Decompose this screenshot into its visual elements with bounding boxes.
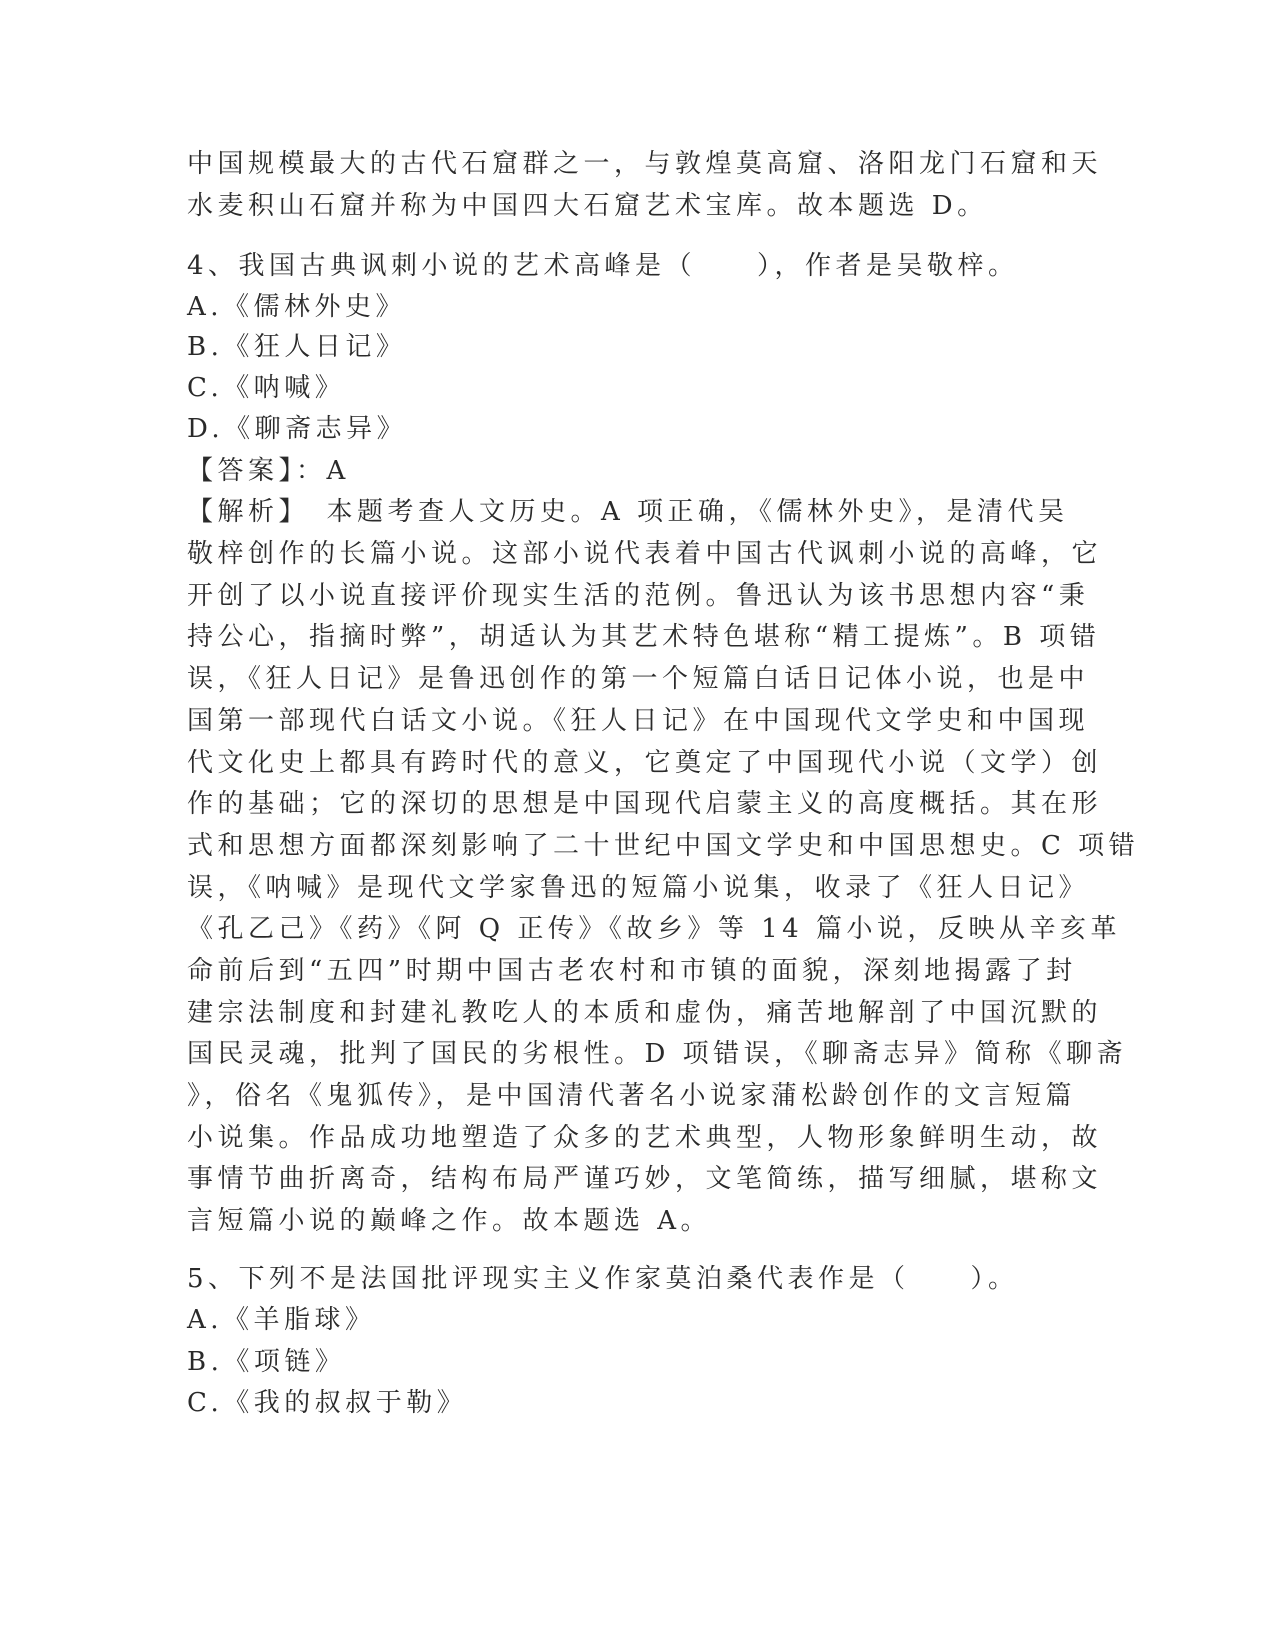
q4-option-c: C.《呐喊》 [187, 373, 346, 403]
q4-option-d: D.《聊斋志异》 [187, 414, 408, 444]
q4-option-a: A.《儒林外史》 [187, 292, 407, 322]
q4-analysis-line: 开创了以小说直接评价现实生活的范例。鲁迅认为该书思想内容“秉 [187, 581, 1090, 611]
q4-analysis-line: 《孔乙己》《药》《阿 Q 正传》《故乡》等 14 篇小说，反映从辛亥革 [187, 914, 1121, 944]
q4-stem: 4、我国古典讽刺小说的艺术高峰是（ ），作者是吴敬梓。 [187, 251, 1019, 281]
q4-answer: 【答案】：A [187, 456, 350, 486]
q4-analysis-line: 事情节曲折离奇，结构布局严谨巧妙，文笔简练，描写细腻，堪称文 [187, 1164, 1103, 1194]
q4-analysis-line: 代文化史上都具有跨时代的意义，它奠定了中国现代小说（文学）创 [187, 748, 1103, 778]
q3-text-line: 水麦积山石窟并称为中国四大石窟艺术宝库。故本题选 D。 [187, 191, 988, 221]
q4-analysis-line: 命前后到“五四”时期中国古老农村和市镇的面貌，深刻地揭露了封 [187, 956, 1077, 986]
q4-analysis-line: 作的基础；它的深切的思想是中国现代启蒙主义的高度概括。其在形 [187, 789, 1103, 819]
q5-option-b: B.《项链》 [187, 1347, 346, 1377]
q5-option-c: C.《我的叔叔于勒》 [187, 1388, 468, 1418]
q4-analysis-line: 持公心，指摘时弊”，胡适认为其艺术特色堪称“精工提炼”。B 项错 [187, 622, 1101, 652]
q4-analysis-line: 误，《呐喊》是现代文学家鲁迅的短篇小说集，收录了《狂人日记》 [187, 873, 1090, 903]
q5-stem: 5、下列不是法国批评现实主义作家莫泊桑代表作是（ ）。 [187, 1264, 1019, 1294]
q4-analysis-line: 式和思想方面都深刻影响了二十世纪中国文学史和中国思想史。C 项错 [187, 831, 1140, 861]
q4-analysis-line: 国民灵魂，批判了国民的劣根性。D 项错误，《聊斋志异》简称《聊斋 [187, 1039, 1128, 1069]
q4-analysis-line: 小说集。作品成功地塑造了众多的艺术典型，人物形象鲜明生动，故 [187, 1123, 1103, 1153]
q4-analysis-line: 言短篇小说的巅峰之作。故本题选 A。 [187, 1206, 712, 1236]
q4-analysis-line: 误，《狂人日记》是鲁迅创作的第一个短篇白话日记体小说，也是中 [187, 664, 1090, 694]
q4-analysis-line: 敬梓创作的长篇小说。这部小说代表着中国古代讽刺小说的高峰，它 [187, 539, 1103, 569]
q5-option-a: A.《羊脂球》 [187, 1305, 376, 1335]
q4-analysis-line: 国第一部现代白话文小说。《狂人日记》在中国现代文学史和中国现 [187, 706, 1090, 736]
q4-analysis-line: 》，俗名《鬼狐传》，是中国清代著名小说家蒲松龄创作的文言短篇 [187, 1081, 1077, 1111]
q4-option-b: B.《狂人日记》 [187, 332, 407, 362]
q4-analysis-line: 【解析】 本题考查人文历史。A 项正确，《儒林外史》，是清代吴 [187, 497, 1069, 527]
q4-analysis-line: 建宗法制度和封建礼教吃人的本质和虚伪，痛苦地解剖了中国沉默的 [187, 998, 1103, 1028]
q3-text-line: 中国规模最大的古代石窟群之一，与敦煌莫高窟、洛阳龙门石窟和天 [187, 149, 1103, 179]
